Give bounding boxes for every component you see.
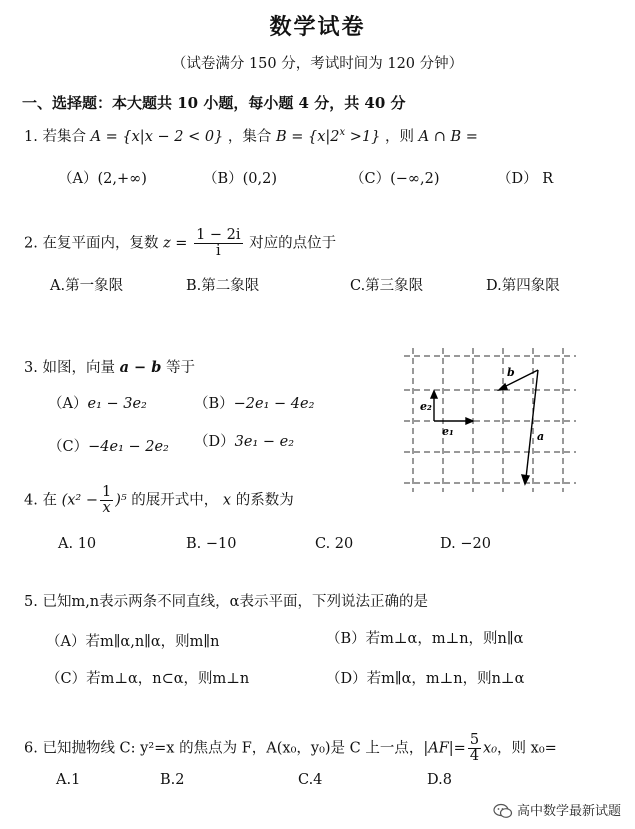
- complex-fraction: $\frac{1 - 2i}{i}$: [196, 227, 241, 260]
- q5-option-c[interactable]: （C）若m⊥α，n⊂α，则m⊥n: [46, 671, 250, 687]
- q6-option-a[interactable]: A.1: [56, 772, 81, 788]
- intersection-expr: A ∩ B =: [418, 129, 478, 145]
- question-number: 2.: [24, 235, 38, 252]
- question-text: 的系数为: [235, 492, 294, 509]
- q6-option-c[interactable]: C.4: [298, 772, 323, 788]
- q3-option-b[interactable]: （B）−2e₁ − 4e₂: [194, 396, 315, 412]
- question-number: 4.: [24, 492, 38, 509]
- binomial-expr-end: )⁵: [115, 492, 127, 509]
- watermark: [493, 800, 621, 820]
- exam-title: 数学试卷: [269, 14, 366, 40]
- af-expr: |AF|=: [423, 740, 466, 757]
- question-number: 6.: [24, 740, 38, 757]
- set-b: $B = \{x|2^x >1\}$: [276, 127, 381, 145]
- vector-grid-figure: [404, 348, 576, 492]
- q1-option-c[interactable]: （C）(−∞,2): [350, 171, 440, 187]
- vector-a: [526, 370, 538, 478]
- binomial-fraction: $\frac{1}{x}$: [101, 484, 112, 517]
- question-6: [24, 733, 557, 764]
- arrowhead-icon: [431, 391, 437, 398]
- q5-option-a[interactable]: （A）若m∥α,n∥α，则m∥n: [46, 634, 220, 650]
- vector-expr: a − b: [119, 359, 162, 376]
- question-text: 的展开式中，: [131, 492, 219, 509]
- question-number: 5.: [24, 594, 38, 610]
- question-number: 3.: [24, 360, 38, 376]
- question-text: ，则: [385, 129, 415, 145]
- q3-option-a[interactable]: （A）e₁ − 3e₂: [48, 396, 147, 412]
- label-e1: e₁: [442, 425, 454, 438]
- question-text: 等于: [165, 360, 195, 376]
- question-text: ，则 x₀=: [497, 740, 557, 757]
- q1-option-d[interactable]: （D） R: [497, 171, 554, 187]
- question-text: 如图，向量: [42, 360, 115, 376]
- question-number: 1.: [24, 129, 38, 145]
- question-1: [24, 125, 478, 146]
- q4-option-a[interactable]: A. 10: [58, 536, 97, 552]
- q2-option-b[interactable]: B.第二象限: [186, 278, 260, 294]
- q1-option-a[interactable]: （A）(2,+∞): [58, 171, 147, 187]
- q4-option-c[interactable]: C. 20: [315, 536, 354, 552]
- question-2: [24, 228, 336, 259]
- question-text: 对应的点位于: [249, 235, 337, 252]
- q5-option-b[interactable]: （B）若m⊥α，m⊥n，则n∥α: [326, 631, 524, 647]
- label-b: b: [507, 366, 515, 379]
- variable-x: x: [222, 492, 232, 509]
- q6-option-d[interactable]: D.8: [427, 772, 452, 788]
- q3-option-d[interactable]: （D）3e₁ − e₂: [194, 434, 295, 450]
- label-e2: e₂: [420, 400, 432, 413]
- wechat-icon: [493, 803, 513, 819]
- q2-option-c[interactable]: C.第三象限: [350, 278, 424, 294]
- exam-subtitle: （试卷满分 150 分，考试时间为 120 分钟）: [171, 56, 464, 72]
- q5-option-d[interactable]: （D）若m∥α，m⊥n，则n⊥α: [326, 671, 525, 687]
- set-a: A = {x|x − 2 < 0}: [90, 129, 224, 145]
- q4-option-b[interactable]: B. −10: [186, 536, 237, 552]
- question-text: 在复平面内，复数: [42, 235, 159, 252]
- q1-option-b[interactable]: （B）(0,2): [203, 171, 278, 187]
- q2-option-a[interactable]: A.第一象限: [50, 278, 124, 294]
- binomial-expr-start: (x² −: [61, 492, 98, 509]
- question-4: [24, 485, 294, 516]
- question-text: 已知m,n表示两条不同直线，α表示平面，下列说法正确的是: [42, 594, 428, 610]
- question-3: [24, 356, 195, 377]
- complex-z: z =: [163, 235, 188, 252]
- arrowhead-icon: [499, 384, 507, 390]
- q3-option-c[interactable]: （C）−4e₁ − 2e₂: [48, 439, 169, 455]
- question-text: ，集合: [227, 129, 272, 145]
- arrowhead-icon: [466, 418, 473, 424]
- question-text: 若集合: [42, 129, 86, 145]
- label-a: a: [537, 430, 545, 443]
- section-heading: 一、选择题：本大题共 10 小题，每小题 4 分，共 40 分: [22, 94, 406, 112]
- question-text: 在: [42, 492, 57, 509]
- q6-option-b[interactable]: B.2: [160, 772, 185, 788]
- grid-lines: [404, 348, 576, 492]
- x0-term: x₀: [483, 740, 498, 757]
- q2-option-d[interactable]: D.第四象限: [486, 278, 560, 294]
- question-text: 已知抛物线 C: y²=x 的焦点为 F，A(x₀，y₀)是 C 上一点，: [42, 740, 424, 757]
- q6-fraction: $\frac{5}{4}$: [469, 732, 480, 765]
- question-5: [24, 590, 428, 611]
- q4-option-d[interactable]: D. −20: [440, 536, 491, 552]
- watermark-text: 高中数学最新试题: [516, 803, 621, 819]
